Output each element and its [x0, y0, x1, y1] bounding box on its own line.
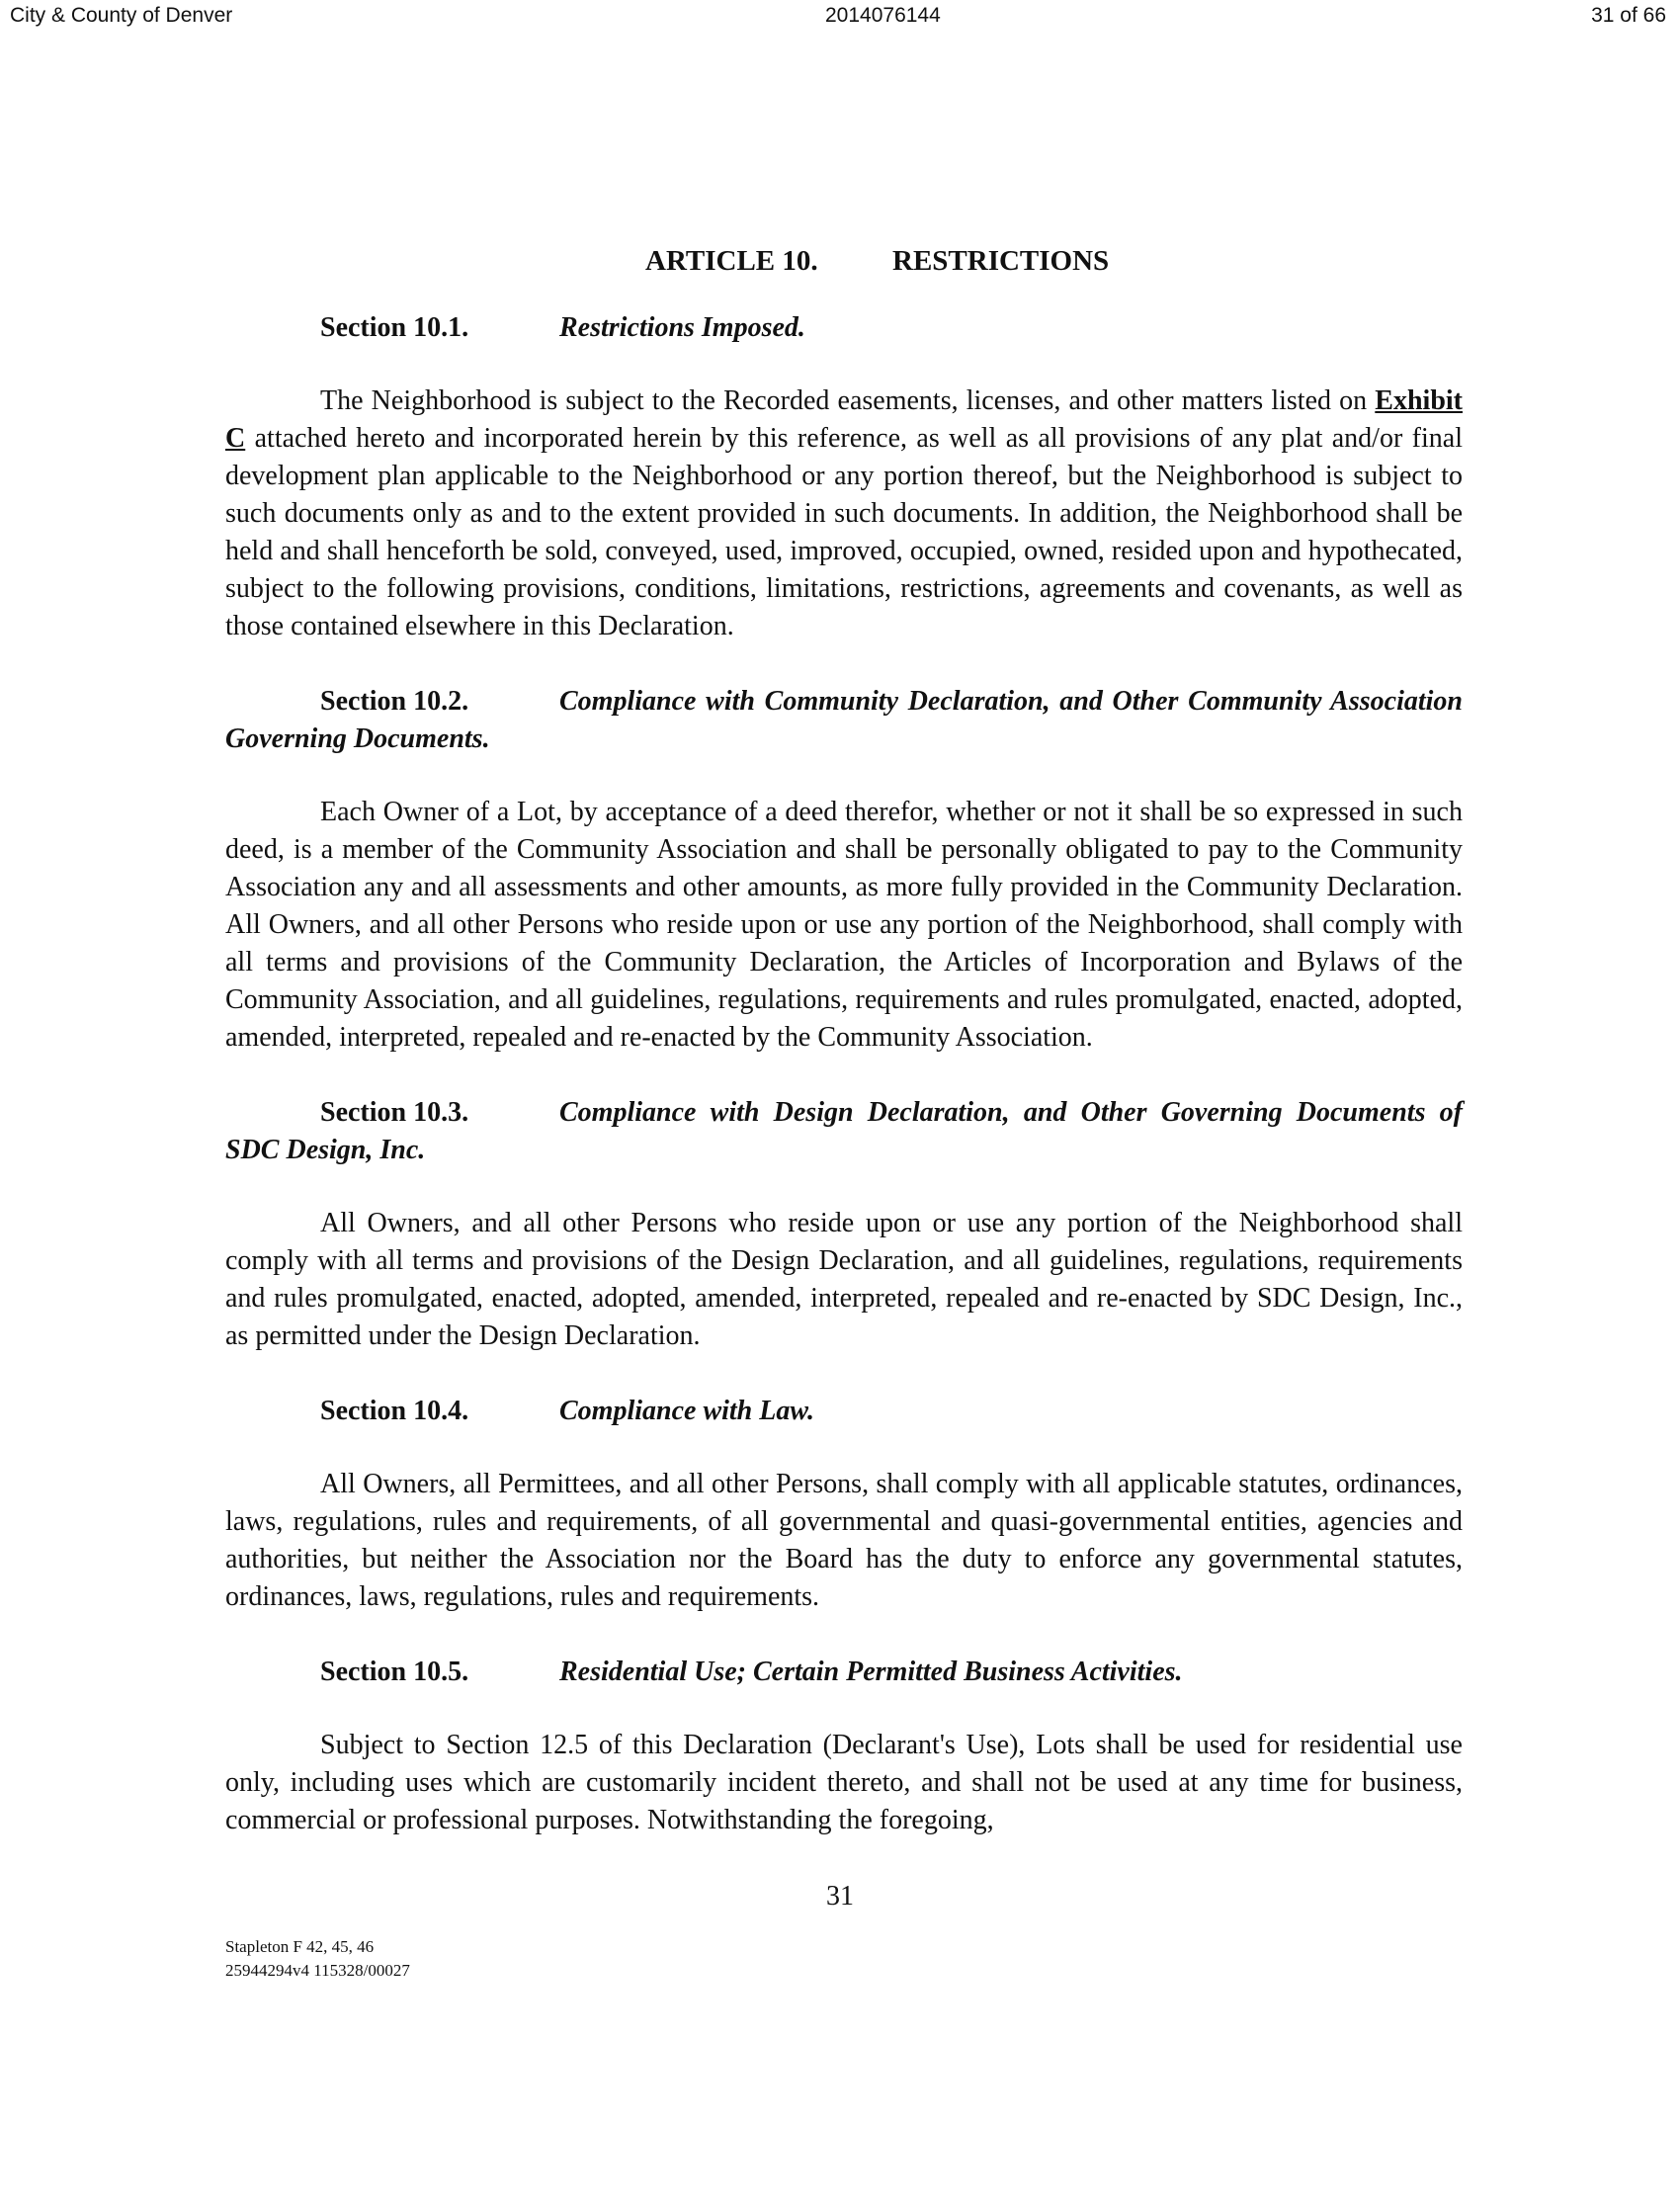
header-reception-number: 2014076144 [825, 4, 941, 27]
section-body-10-4: All Owners, all Permittees, and all other Persons, shall comply with all applicable statutes, ordinances, laws, regulations, rules and requirements, of all governmental and quasi-governmental entities, agencies and authorities, but neither the Association nor the Board has the duty to enforce any governmental statutes, ordinances, laws, regulations, rules and requirements. [225, 1469, 1463, 1612]
section-number: Section 10.4. [320, 1396, 469, 1426]
page-header [0, 4, 1680, 34]
section-number: Section 10.2. [320, 686, 469, 717]
section-body-10-2: Each Owner of a Lot, by acceptance of a deed therefor, whether or not it shall be so expressed in such deed, is a member of the Community Association and shall be personally obligated to pay to the Community Association any and all assessments and other amounts, as more fully provided in the Community Declaration. All Owners, and all other Persons who reside upon or use any portion of the Neighborhood, shall comply with all terms and provisions of the Community Declaration, the Articles of Incorporation and Bylaws of the Community Association, and all guidelines, regulations, requirements and rules promulgated, enacted, adopted, amended, interpreted, repealed and re-enacted by the Community Association. [225, 797, 1463, 1053]
section-number: Section 10.3. [320, 1097, 469, 1128]
section-title: Compliance with Community Declaration, and Other Community Association Governing Documents. [225, 686, 1463, 754]
section-heading-10-1 [225, 309, 1463, 347]
section-number: Section 10.1. [320, 312, 469, 343]
footer-doc-id: 25944294v4 115328/00027 [225, 1961, 410, 1980]
document-footer [225, 1935, 410, 1983]
header-page-count: 31 of 66 [1591, 4, 1666, 27]
body-text: attached hereto and incorporated herein by this reference, as well as all provisions of any plat and/or final development plan applicable to the Neighborhood or any portion thereof, but the Neighborhood is subject to such documents only as and to the extent provided in such documents. In addition, the Neighborhood shall be held and shall henceforth be sold, conveyed, used, improved, occupied, owned, resided upon and hypothecated, subject to the following provisions, conditions, limitations, restrictions, agreements and covenants, as well as those contained elsewhere in this Declaration. [225, 423, 1463, 641]
section-heading-10-2 [225, 683, 1463, 758]
section-title: Restrictions Imposed. [559, 312, 805, 343]
exhibit-reference: Exhibit C [225, 385, 1463, 454]
section-heading-10-4 [225, 1393, 1463, 1430]
section-heading-10-3 [225, 1094, 1463, 1169]
section-body-10-5: Subject to Section 12.5 of this Declaration (Declarant's Use), Lots shall be used for residential use only, including uses which are customarily incident thereto, and shall not be used at any time for business, commercial or professional purposes. Notwithstanding the foregoing, [225, 1730, 1463, 1835]
document-body [225, 242, 1463, 1839]
section-body-10-1 [225, 382, 1463, 645]
article-number: ARTICLE 10. [645, 245, 818, 277]
section-body-10-3: All Owners, and all other Persons who reside upon or use any portion of the Neighborhood shall comply with all terms and provisions of the Design Declaration, and all guidelines, regulations, requirements and rules promulgated, enacted, adopted, amended, interpreted, repealed and re-enacted by SDC Design, Inc., as permitted under the Design Declaration. [225, 1208, 1463, 1351]
section-number: Section 10.5. [320, 1657, 469, 1687]
header-county: City & County of Denver [10, 4, 233, 27]
section-title: Compliance with Design Declaration, and Other Governing Documents of SDC Design, Inc. [225, 1097, 1463, 1165]
page-number: 31 [826, 1881, 854, 1912]
section-heading-10-5 [225, 1654, 1463, 1691]
article-title: RESTRICTIONS [892, 245, 1110, 277]
body-text: The Neighborhood is subject to the Recorded easements, licenses, and other matters listed on [320, 385, 1376, 416]
footer-project: Stapleton F 42, 45, 46 [225, 1937, 375, 1956]
article-heading [225, 242, 1463, 282]
section-title: Compliance with Law. [559, 1396, 814, 1426]
section-title: Residential Use; Certain Permitted Business Activities. [559, 1657, 1183, 1687]
